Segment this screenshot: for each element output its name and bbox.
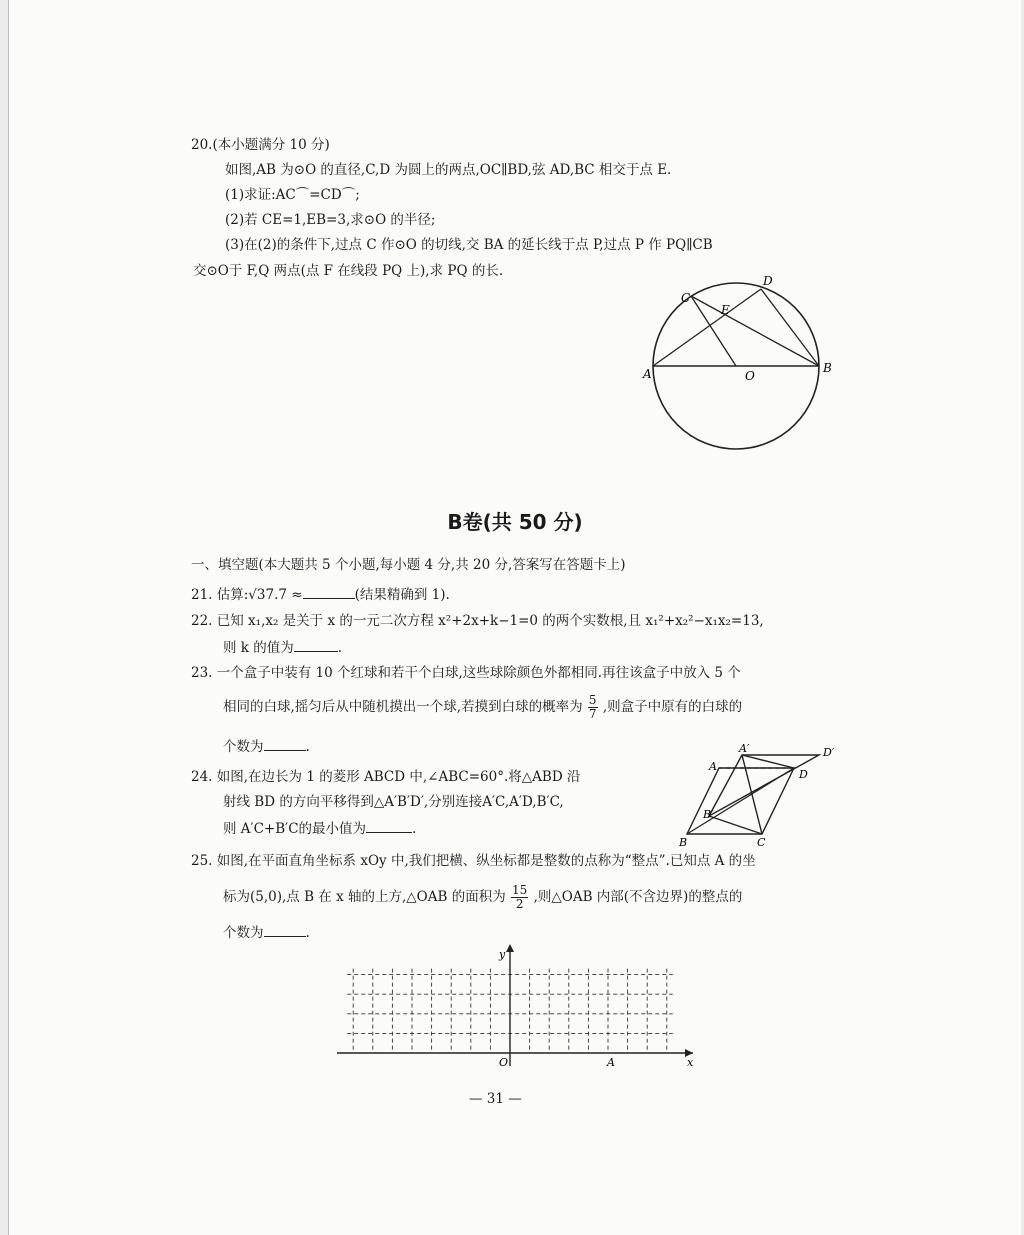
q23-line1: 23. 一个盒子中装有 10 个红球和若干个白球,这些球除颜色外都相同.再往该盒子中放入 5 个: [191, 665, 741, 681]
q23-frac-den: 7: [588, 707, 597, 721]
q22-blank: [294, 637, 338, 652]
q24-line2: 射线 BD 的方向平移得到△A′B′D′,分别连接A′C,A′D,B′C,: [223, 794, 564, 810]
axis-label-x: x: [687, 1056, 694, 1069]
q21: [191, 584, 450, 604]
q20-intro: 如图,AB 为⊙O 的直径,C,D 为圆上的两点,OC∥BD,弦 AD,BC 相交于点 E.: [225, 162, 672, 178]
q25-frac-num: 15: [512, 883, 528, 897]
q25-line2-pre: 标为(5,0),点 B 在 x 轴的上方,△OAB 的面积为: [223, 889, 506, 905]
q20-head: 20.(本小题满分 10 分): [191, 137, 330, 153]
q24-line1: 24. 如图,在边长为 1 的菱形 ABCD 中,∠ABC=60°.将△ABD 沿: [191, 769, 581, 785]
page-number: — 31 —: [469, 1091, 522, 1107]
q24-line3-end: .: [412, 821, 417, 837]
label-D: D: [763, 274, 773, 288]
q20-part2: (2)若 CE=1,EB=3,求⊙O 的半径;: [225, 212, 436, 228]
q25-line3: [223, 922, 310, 942]
q24-rhombus-figure: [669, 738, 849, 850]
label-B: B: [823, 361, 832, 375]
label-D: D: [799, 768, 808, 781]
label-C: C: [681, 291, 691, 305]
label-D-prime: D′: [823, 746, 835, 759]
section1-head: 一、填空题(本大题共 5 个小题,每小题 4 分,共 20 分,答案写在答题卡上): [191, 557, 626, 573]
q25-frac-den: 2: [515, 897, 524, 911]
q23-line3-end: .: [305, 739, 310, 755]
q25-line3-end: .: [305, 925, 310, 941]
q21-post: (结果精确到 1).: [354, 587, 450, 603]
q21-blank: [303, 584, 355, 599]
label-E: E: [721, 303, 730, 317]
q23-line2-pre: 相同的白球,摇匀后从中随机摸出一个球,若摸到白球的概率为: [223, 699, 583, 715]
q23-frac-num: 5: [588, 693, 597, 707]
q23-blank: [264, 736, 306, 751]
q20-circle-figure: [641, 270, 841, 455]
q22-line2-end: .: [337, 640, 343, 656]
q25-line3-text: 个数为: [223, 925, 264, 941]
q22-line1: 22. 已知 x₁,x₂ 是关于 x 的一元二次方程 x²+2x+k−1=0 的两个实数根,且 x₁²+x₂²−x₁x₂=13,: [191, 613, 764, 629]
q24-blank: [366, 818, 412, 833]
q25-line2-post: ,则△OAB 内部(不含边界)的整点的: [533, 889, 743, 905]
q25-line2: [223, 884, 742, 911]
label-A: A: [607, 1056, 615, 1069]
label-C: C: [757, 836, 766, 849]
label-A: A: [643, 367, 652, 381]
q22-line2-text: 则 k 的值为: [223, 640, 294, 656]
q23-line3-text: 个数为: [223, 739, 264, 755]
q24-line3-text: 则 A′C+B′C的最小值为: [223, 821, 367, 837]
axis-label-y: y: [499, 948, 506, 961]
exam-page: [8, 0, 1021, 1235]
label-A: A: [709, 760, 717, 773]
q23-line2: [223, 694, 742, 721]
q20-part3a: (3)在(2)的条件下,过点 C 作⊙O 的切线,交 BA 的延长线于点 P,过点 P 作 PQ∥CB: [225, 237, 713, 253]
label-O: O: [499, 1056, 509, 1069]
q23-fraction: [588, 694, 598, 721]
q21-text: 21. 估算:√37.7 ≈: [191, 587, 303, 603]
q25-coordinate-grid: [327, 940, 699, 1070]
q22-line2: [223, 637, 342, 657]
q23-line3: [223, 736, 310, 756]
label-B-prime: B′: [703, 808, 714, 821]
label-O: O: [745, 369, 755, 383]
q25-line1: 25. 如图,在平面直角坐标系 xOy 中,我们把横、纵坐标都是整数的点称为“整点”.已知点 A 的坐: [191, 853, 756, 869]
label-B: B: [679, 836, 688, 849]
q20-part3b: 交⊙O于 F,Q 两点(点 F 在线段 PQ 上),求 PQ 的长.: [193, 263, 504, 279]
label-A-prime: A′: [739, 742, 750, 755]
q25-blank: [264, 922, 306, 937]
section-title: B卷(共 50 分): [447, 510, 583, 534]
q24-line3: [223, 818, 416, 838]
q23-line2-post: ,则盒子中原有的白球的: [602, 699, 743, 715]
q25-fraction: [511, 884, 528, 911]
q20-part1: (1)求证:AC⌒=CD⌒;: [225, 187, 360, 203]
